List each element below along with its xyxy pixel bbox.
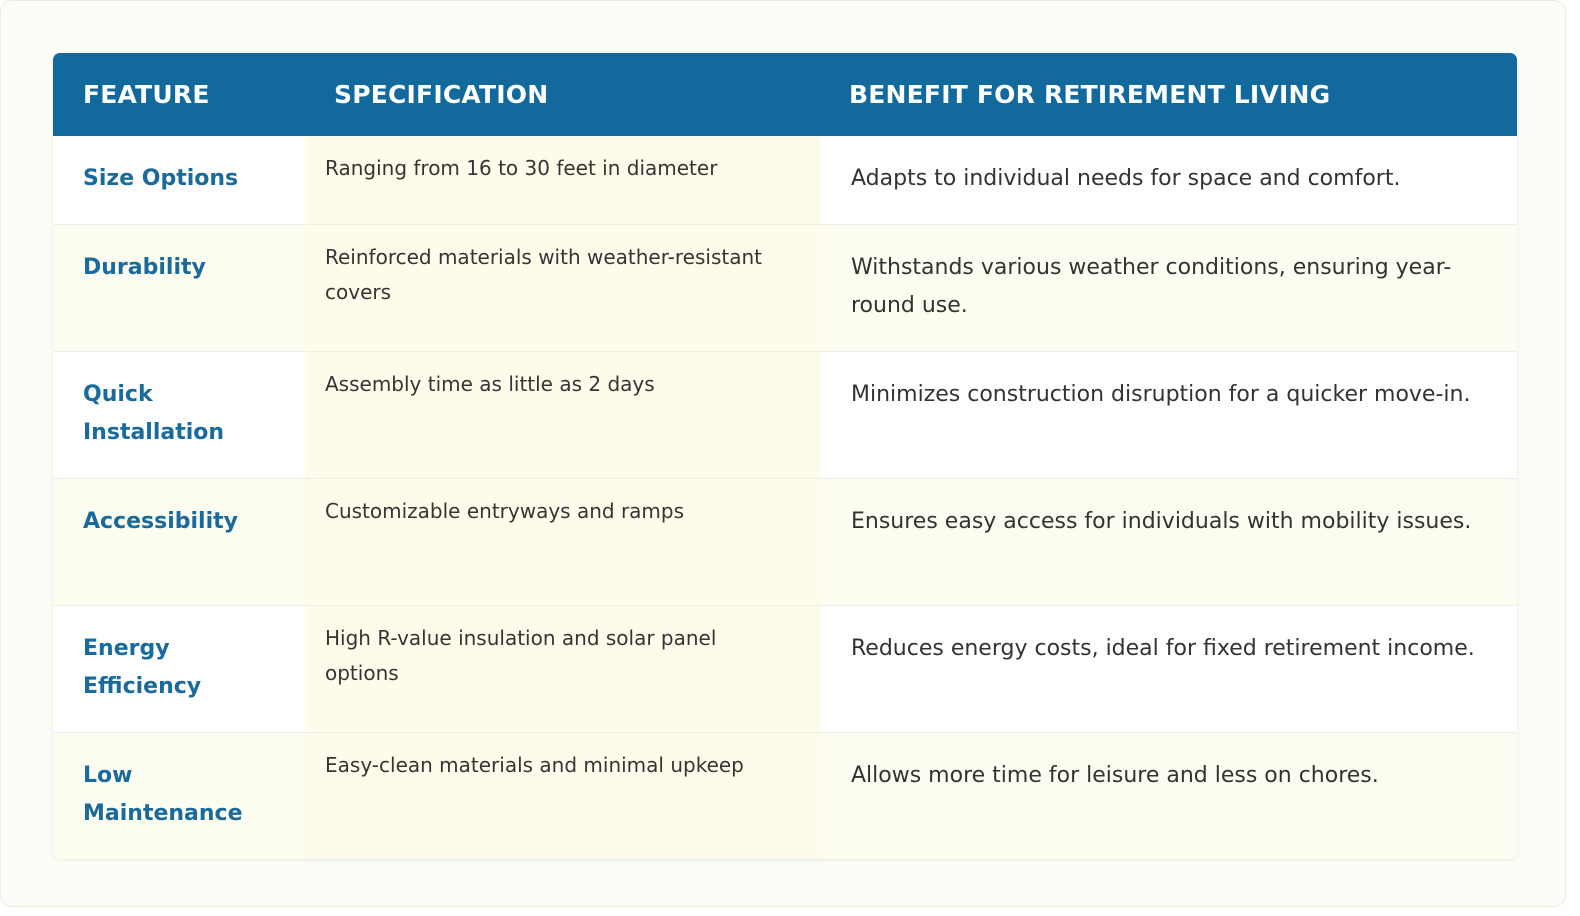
feature-cell: Energy Efficiency <box>53 605 305 732</box>
table-row <box>53 605 1517 732</box>
specification-cell: Customizable entryways and ramps <box>305 478 820 605</box>
features-table-card <box>53 53 1517 859</box>
table-row <box>53 478 1517 605</box>
benefit-cell: Adapts to individual needs for space and comfort. <box>820 136 1517 224</box>
benefit-cell: Minimizes construction disruption for a quicker move-in. <box>820 351 1517 478</box>
benefit-cell: Withstands various weather conditions, ensuring year-round use. <box>820 224 1517 351</box>
benefit-cell: Ensures easy access for individuals with mobility issues. <box>820 478 1517 605</box>
specification-cell: High R-value insulation and solar panel options <box>305 605 820 732</box>
header-row <box>53 53 1517 136</box>
column-header-specification: SPECIFICATION <box>334 80 549 109</box>
benefit-cell: Allows more time for leisure and less on chores. <box>820 732 1517 859</box>
table-row <box>53 224 1517 351</box>
table-header <box>53 53 1517 136</box>
feature-cell: Accessibility <box>53 478 305 605</box>
feature-cell: Size Options <box>53 136 305 224</box>
table-row <box>53 136 1517 224</box>
table-body <box>53 136 1517 859</box>
specification-cell: Easy-clean materials and minimal upkeep <box>305 732 820 859</box>
feature-cell: Quick Installation <box>53 351 305 478</box>
specification-cell: Assembly time as little as 2 days <box>305 351 820 478</box>
table-row <box>53 351 1517 478</box>
column-header-feature: FEATURE <box>83 80 210 109</box>
table-row <box>53 732 1517 859</box>
benefit-cell: Reduces energy costs, ideal for fixed retirement income. <box>820 605 1517 732</box>
feature-cell: Durability <box>53 224 305 351</box>
features-table <box>53 53 1517 859</box>
specification-cell: Reinforced materials with weather-resistant covers <box>305 224 820 351</box>
feature-cell: Low Maintenance <box>53 732 305 859</box>
column-header-benefit: BENEFIT FOR RETIREMENT LIVING <box>849 80 1331 109</box>
specification-cell: Ranging from 16 to 30 feet in diameter <box>305 136 820 224</box>
